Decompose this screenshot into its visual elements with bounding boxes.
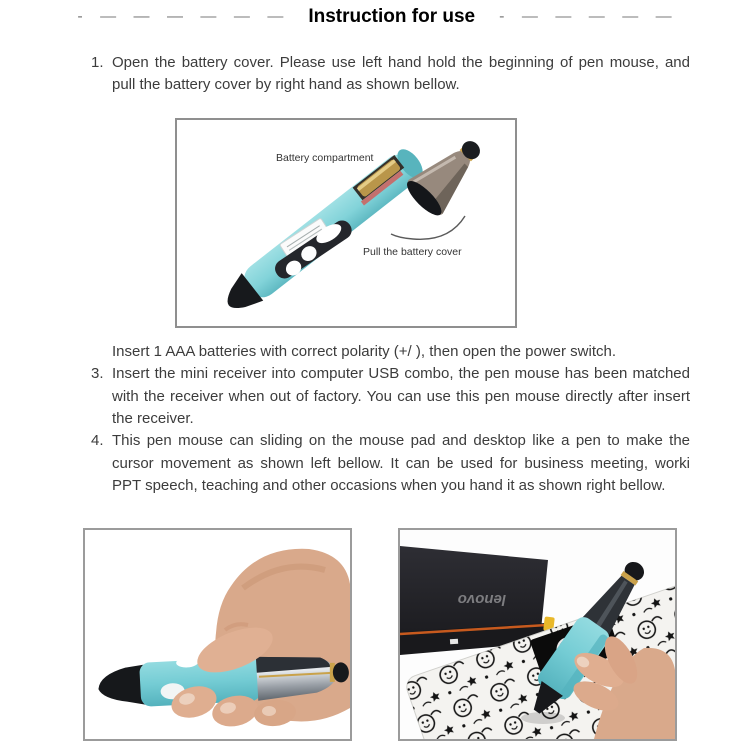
step-line: the receiver. xyxy=(112,410,194,428)
pen-on-mousepad-svg xyxy=(400,530,675,739)
instruction-step-2 xyxy=(91,341,690,363)
step-line: This pen mouse can sliding on the mouse pad and desktop like a pen to make the xyxy=(112,432,690,450)
page-title: Instruction for use xyxy=(308,5,476,27)
step-number xyxy=(91,341,112,363)
step-text xyxy=(112,430,690,497)
step-line: Open the battery cover. Please use left hand hold the beginning of pen mouse, and xyxy=(112,54,690,71)
laptop-led xyxy=(450,638,458,644)
header-decoration-right: - — — — — — xyxy=(499,7,673,25)
instruction-steps xyxy=(0,52,750,498)
instruction-step-3 xyxy=(91,363,690,430)
step-number: 4. xyxy=(91,432,104,450)
step-text xyxy=(112,52,690,97)
photo-pen-in-hand xyxy=(83,528,352,741)
pen-shadow xyxy=(521,712,565,724)
step-line: cursor movement as shown left bellow. It can be used for business meeting, worki xyxy=(112,454,690,472)
usage-photos xyxy=(83,528,750,741)
laptop-brand-text: lenovo xyxy=(457,590,506,608)
step-text xyxy=(112,341,690,363)
battery-compartment-label: Battery compartment xyxy=(276,151,374,164)
battery-diagram-figure xyxy=(175,118,517,328)
step-line: Insert the mini receiver into computer USB combo, the pen mouse has been matched xyxy=(112,365,690,383)
step-line: PPT speech, teaching and other occasions when you hand it as shown right bellow. xyxy=(112,477,666,495)
pen-tip xyxy=(97,664,145,706)
pull-arrow-curve xyxy=(391,216,465,239)
header-decoration-left: - — — — — — — xyxy=(77,7,285,25)
step-line: Insert 1 AAA batteries with correct polarity (+/ ), then open the power switch. xyxy=(112,342,616,360)
step-line: pull the battery cover by right hand as shown bellow. xyxy=(112,76,460,94)
step-text xyxy=(112,363,690,430)
page-header xyxy=(0,0,750,26)
pen-mouse-illustration xyxy=(218,144,430,321)
fingernail xyxy=(262,706,276,716)
step-line: with the receiver when out of factory. You can use this pen mouse directly after insert xyxy=(112,387,690,405)
step-number: 3. xyxy=(91,365,104,383)
pen-in-hand-svg xyxy=(85,530,350,737)
instruction-step-4 xyxy=(91,430,690,497)
pull-cover-label: Pull the battery cover xyxy=(363,245,462,258)
photo-pen-on-mousepad xyxy=(398,528,677,741)
instruction-step-1 xyxy=(91,52,690,97)
battery-diagram-svg xyxy=(177,120,515,326)
step-number: 1. xyxy=(91,54,104,71)
